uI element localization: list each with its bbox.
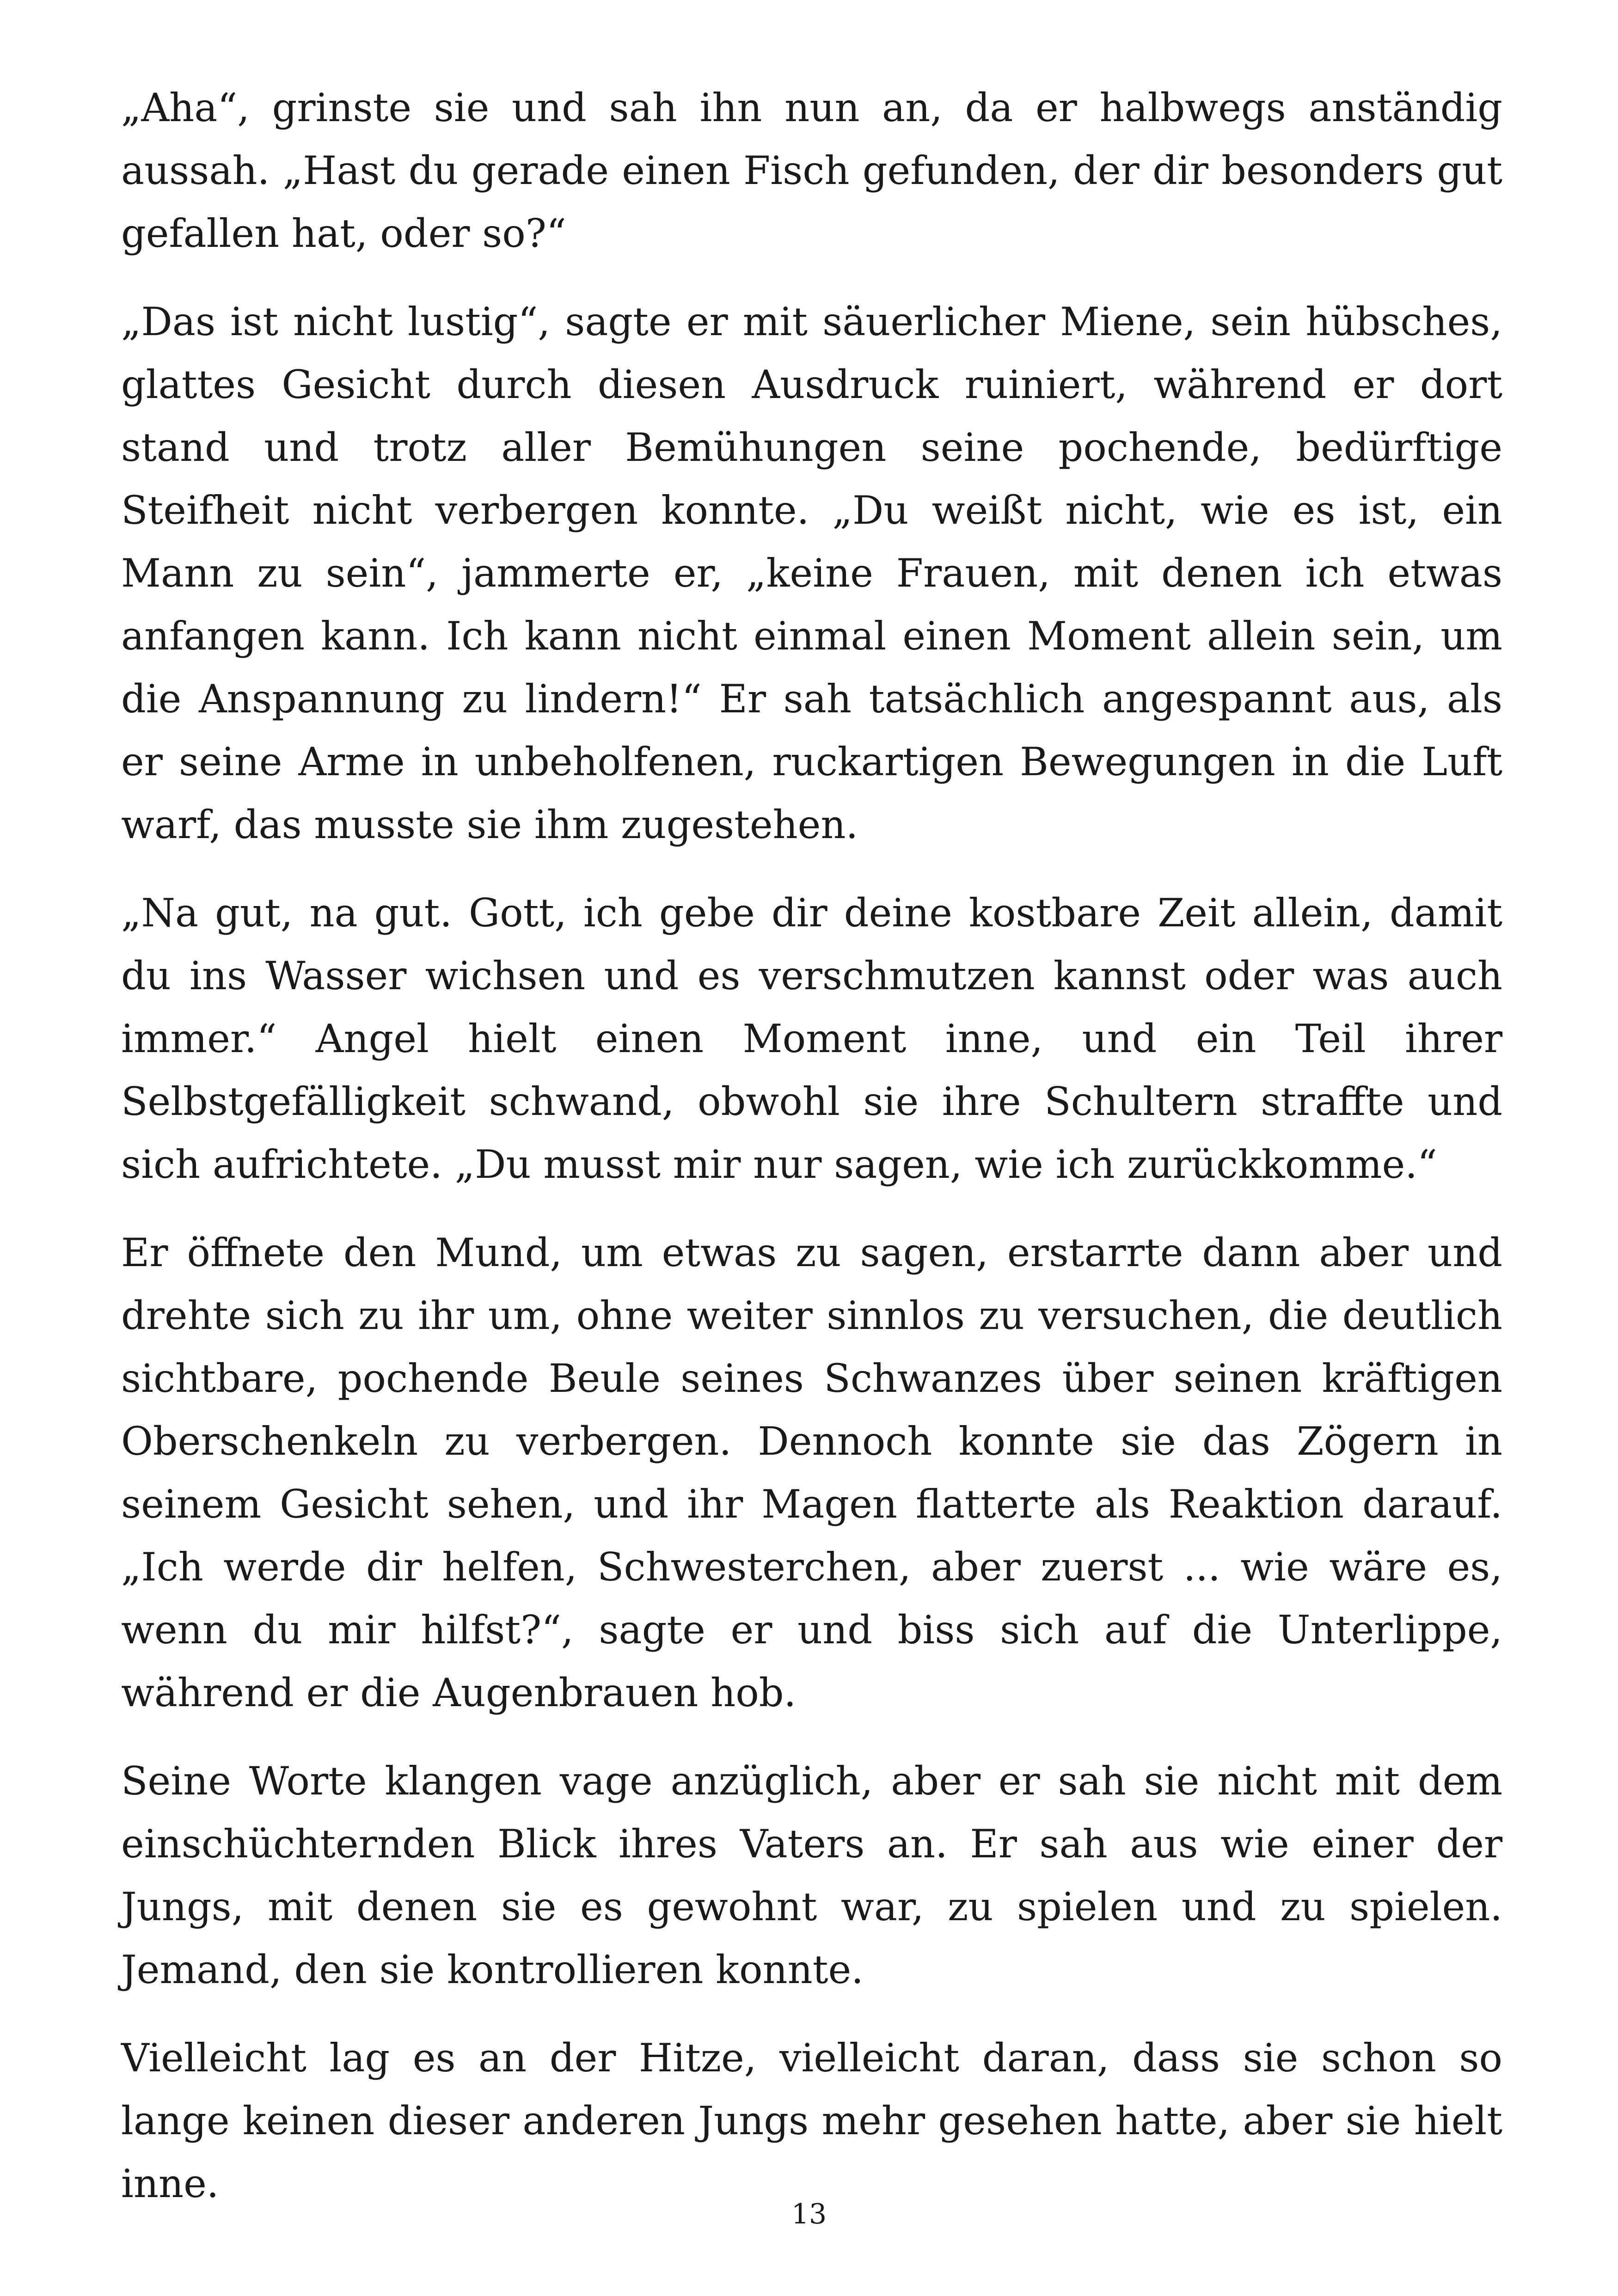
paragraph-2: „Das ist nicht lustig“, sagte er mit säuerlicher Miene, sein hübsches, glattes Gesicht durch diesen Ausdruck ruiniert, während er dort stand und trotz aller Bemühungen seine pochende, bedürftige Steifheit nicht verbergen konnte. „Du weißt nicht, wie es ist, ein Mann zu sein“, jammerte er, „keine Frauen, mit denen ich etwas anfangen kann. Ich kann nicht einmal einen Moment allein sein, um die Anspannung zu lindern!“ Er sah tatsächlich angespannt aus, als er seine Arme in unbeholfenen, ruckartigen Bewegungen in die Luft warf, das musste sie ihm zugestehen. <box>121 299 1502 847</box>
paragraph-4: Er öffnete den Mund, um etwas zu sagen, erstarrte dann aber und drehte sich zu ihr um, ohne weiter sinnlos zu versuchen, die deutlich sichtbare, pochende Beule seines Schwanzes über seinen kräftigen Oberschenkeln zu verbergen. Dennoch konnte sie das Zögern in seinem Gesicht sehen, und ihr Magen flatterte als Reaktion darauf. „Ich werde dir helfen, Schwesterchen, aber zuerst ... wie wäre es, wenn du mir hilfst?“, sagte er und biss sich auf die Unterlippe, während er die Augenbrauen hob. <box>121 1230 1502 1715</box>
paragraph-1: „Aha“, grinste sie und sah ihn nun an, da er halbwegs anständig aussah. „Hast du gerade einen Fisch gefunden, der dir besonders gut gefallen hat, oder so?“ <box>121 85 1502 256</box>
paragraph-6: Vielleicht lag es an der Hitze, vielleicht daran, dass sie schon so lange keinen dieser anderen Jungs mehr gesehen hatte, aber sie hielt inne. <box>121 2035 1502 2206</box>
paragraph-5: Seine Worte klangen vage anzüglich, aber er sah sie nicht mit dem einschüchternden Blick ihres Vaters an. Er sah aus wie einer der Jungs, mit denen sie es gewohnt war, zu spielen und zu spielen. Jemand, den sie kontrollieren konnte. <box>121 1758 1502 1992</box>
page-number: 13 <box>791 2198 827 2230</box>
paragraph-3: „Na gut, na gut. Gott, ich gebe dir deine kostbare Zeit allein, damit du ins Wasser wichsen und es verschmutzen kannst oder was auch immer.“ Angel hielt einen Moment inne, und ein Teil ihrer Selbstgefälligkeit schwand, obwohl sie ihre Schultern straffte und sich aufrichtete. „Du musst mir nur sagen, wie ich zurückkomme.“ <box>121 890 1502 1187</box>
page-body <box>121 76 1502 2241</box>
